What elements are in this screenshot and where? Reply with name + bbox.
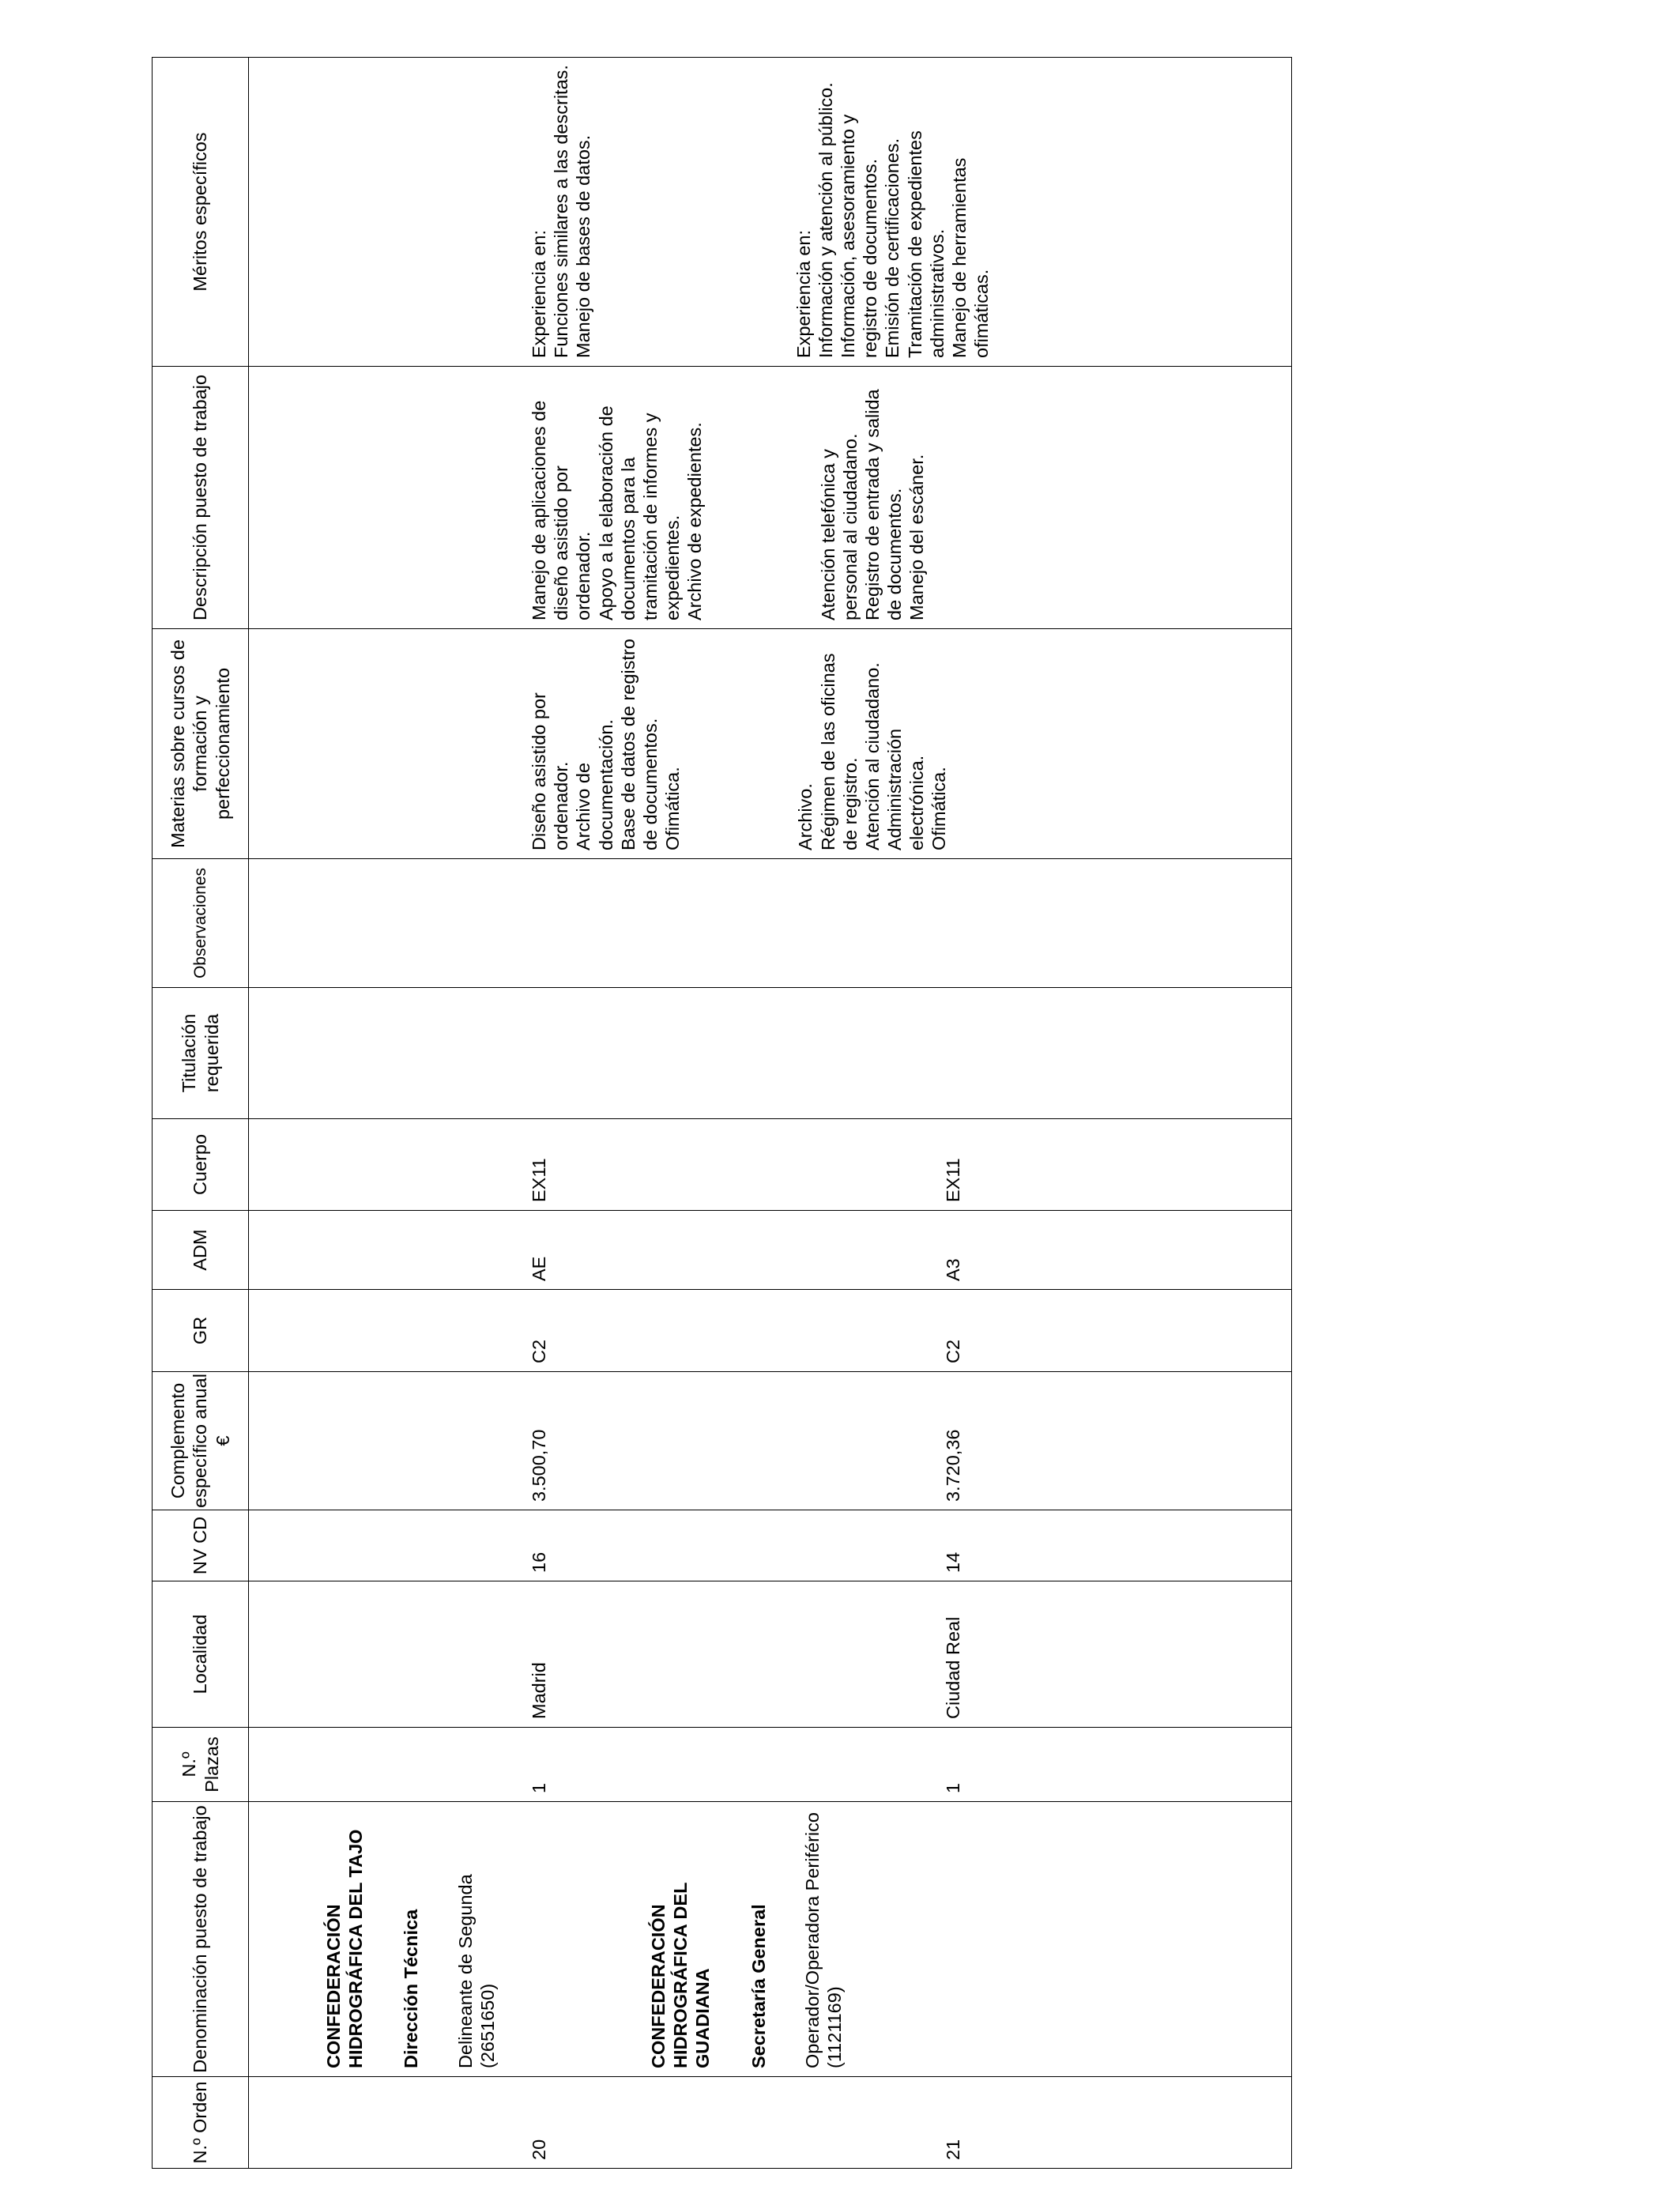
merito-item: Tramitación de expedientes administrativos. xyxy=(904,130,947,358)
localidad-column xyxy=(249,1581,970,1727)
descripcion-item: Apoyo a la elaboración de documentos para la tramitación de informes y expedientes. xyxy=(595,405,684,620)
merito-item: Emisión de certificaciones. xyxy=(882,138,903,358)
materia-item: Archivo de documentación. xyxy=(573,719,616,850)
header-grupo: GR xyxy=(153,1290,249,1372)
meritos-column xyxy=(249,58,999,366)
cuerpo-column xyxy=(249,1119,970,1210)
merito-item: Manejo de herramientas ofimáticas. xyxy=(948,157,993,358)
header-observaciones: Observaciones xyxy=(153,859,249,988)
merito-item: Información y atención al público. xyxy=(815,82,836,358)
table-row xyxy=(249,58,1292,2169)
materia-item: Atención al ciudadano. xyxy=(861,662,883,850)
descripcion-20 xyxy=(528,373,706,620)
header-materias: Materias sobre cursos de formación y perfeccionamiento xyxy=(153,629,249,859)
department-direccion-tecnica: Dirección Técnica xyxy=(401,1909,422,2068)
descripcion-21 xyxy=(817,373,929,620)
positions-table xyxy=(152,57,1292,2169)
header-adm: ADM xyxy=(153,1211,249,1290)
materias-20 xyxy=(528,635,684,850)
grupo-column xyxy=(249,1290,970,1371)
localidad-21: Ciudad Real xyxy=(943,1616,964,1719)
materia-item: Régimen de las oficinas de registro. xyxy=(817,653,861,850)
cuerpo-21: EX11 xyxy=(943,1158,964,1202)
nivel-21: 14 xyxy=(943,1551,964,1573)
complemento-column xyxy=(249,1372,970,1510)
orden-20: 20 xyxy=(529,2139,549,2160)
header-localidad: Localidad xyxy=(153,1581,249,1728)
merito-item: Experiencia en: xyxy=(793,230,814,358)
header-plazas: N.º Plazas xyxy=(153,1728,249,1802)
header-cuerpo: Cuerpo xyxy=(153,1119,249,1211)
department-secretaria-general: Secretaría General xyxy=(748,1904,769,2068)
descripcion-item: Archivo de expedientes. xyxy=(684,422,706,620)
meritos-21 xyxy=(793,64,993,358)
observaciones-column xyxy=(249,859,926,987)
materia-item: Administración electrónica. xyxy=(884,728,928,850)
puesto-column xyxy=(249,1802,852,2076)
header-row xyxy=(153,58,249,2169)
orden-21: 21 xyxy=(943,2139,964,2160)
materia-item: Ofimática. xyxy=(662,767,684,850)
cuerpo-20: EX11 xyxy=(529,1158,549,1202)
puesto-delineante: Delineante de Segunda (2651650) xyxy=(454,1874,498,2068)
header-puesto: Denominación puesto de trabajo xyxy=(153,1802,249,2077)
header-complemento: Complemento específico anual € xyxy=(153,1372,249,1510)
materia-item: Base de datos de registro de documentos. xyxy=(617,639,661,850)
descripcion-column xyxy=(249,367,934,628)
merito-item: Funciones similares a las descritas. xyxy=(551,65,572,358)
header-meritos: Méritos específicos xyxy=(153,58,249,367)
descripcion-item: Registro de entrada y salida de documentos. xyxy=(861,389,906,620)
organism-guadiana: CONFEDERACIÓN HIDROGRÁFICA DEL GUADIANA xyxy=(647,1883,714,2068)
rotated-page xyxy=(152,58,1292,2169)
grupo-21: C2 xyxy=(943,1339,964,1363)
organism-tajo: CONFEDERACIÓN HIDROGRÁFICA DEL TAJO xyxy=(323,1829,367,2068)
materias-column xyxy=(249,629,957,858)
complemento-21: 3.720,36 xyxy=(943,1429,964,1502)
header-descripcion: Descripción puesto de trabajo xyxy=(153,367,249,629)
titulacion-column xyxy=(249,988,926,1118)
nivel-20: 16 xyxy=(529,1551,549,1573)
header-titulacion: Titulación requerida xyxy=(153,988,249,1119)
adm-21: A3 xyxy=(943,1258,964,1281)
merito-item: Manejo de bases de datos. xyxy=(573,134,594,358)
meritos-20 xyxy=(528,64,595,358)
nivel-column xyxy=(249,1510,970,1581)
localidad-20: Madrid xyxy=(529,1662,549,1719)
complemento-20: 3.500,70 xyxy=(529,1429,549,1502)
header-nivel: NV CD xyxy=(153,1510,249,1581)
grupo-20: C2 xyxy=(529,1339,549,1363)
puesto-operador: Operador/Operadora Periférico (1121169) xyxy=(801,1812,845,2068)
merito-item: Experiencia en: xyxy=(529,230,549,358)
plazas-21: 1 xyxy=(943,1782,964,1793)
adm-column xyxy=(249,1211,970,1289)
materia-item: Ofimática. xyxy=(929,767,950,850)
materia-item: Archivo. xyxy=(795,783,816,850)
header-orden: N.º Orden xyxy=(153,2077,249,2169)
plazas-column xyxy=(249,1728,970,1801)
orden-column xyxy=(249,2077,970,2168)
descripcion-item: Manejo de aplicaciones de diseño asistido por ordenador. xyxy=(529,400,594,620)
descripcion-item: Manejo del escáner. xyxy=(906,454,928,620)
descripcion-item: Atención telefónica y personal al ciudadano. xyxy=(817,433,861,620)
merito-item: Información, asesoramiento y registro de documentos. xyxy=(837,114,881,358)
materias-21 xyxy=(794,635,950,850)
plazas-20: 1 xyxy=(529,1782,549,1793)
adm-20: AE xyxy=(529,1256,549,1281)
materia-item: Diseño asistido por ordenador. xyxy=(529,692,572,850)
